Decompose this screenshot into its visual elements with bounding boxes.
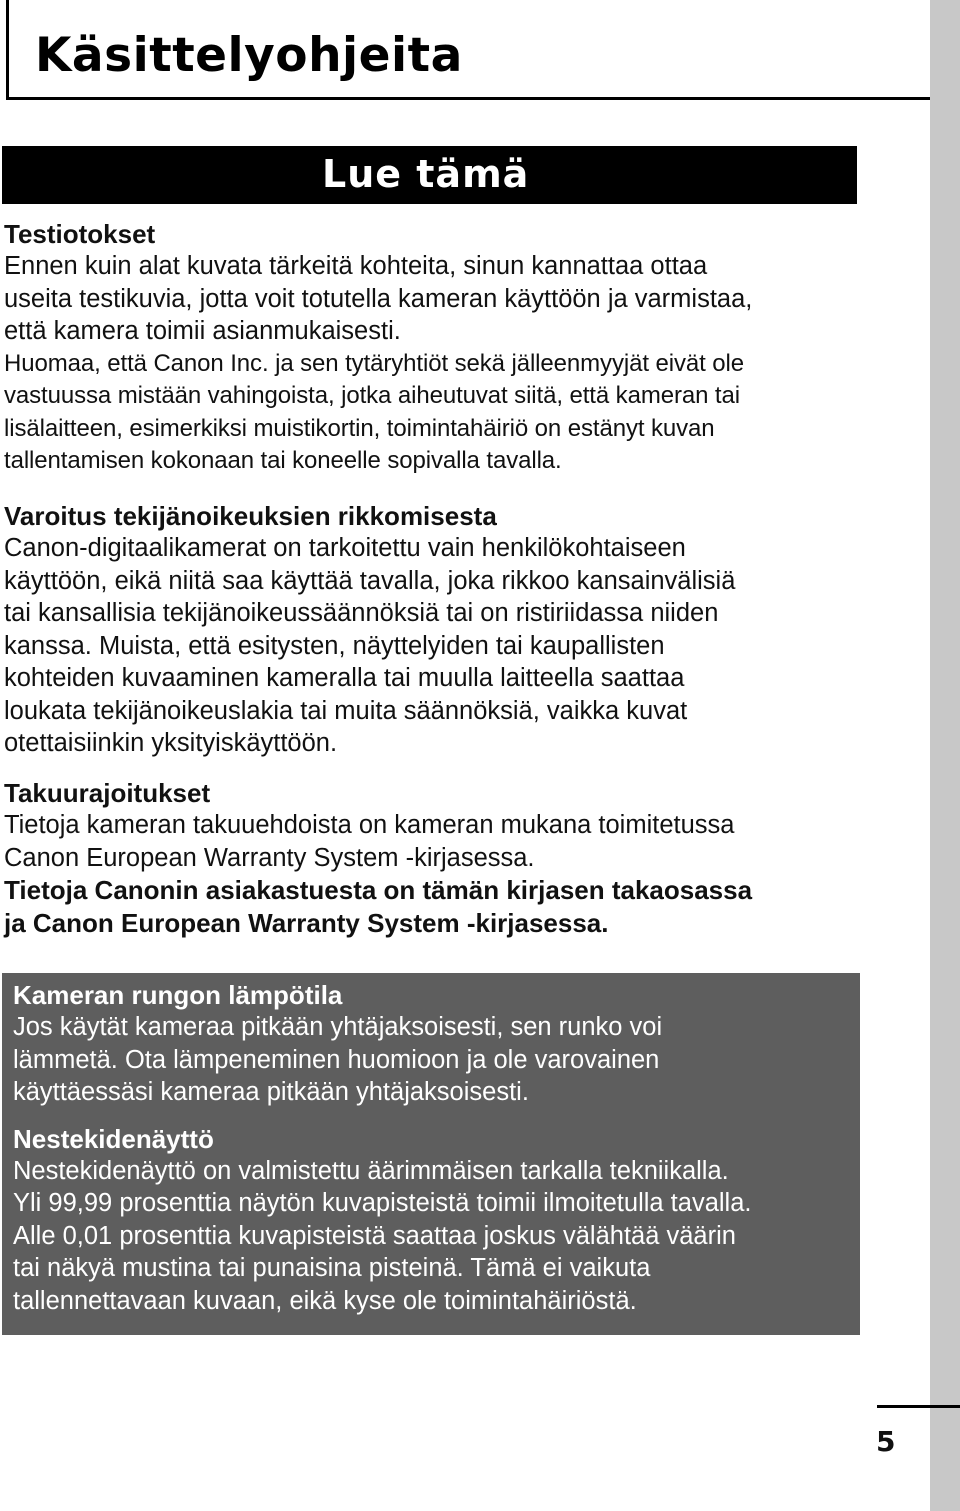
text-line: tallennettavaan kuvaan, eikä kyse ole toimintahäiriöstä. [13, 1286, 637, 1315]
text-line: loukata tekijänoikeuslakia tai muita säännöksiä, vaikka kuvat [4, 696, 688, 725]
text-line: Huomaa, että Canon Inc. ja sen tytäryhtiöt sekä jälleenmyyjät eivät ole [4, 349, 744, 377]
section-heading: Kameran rungon lämpötila [13, 980, 343, 1010]
text-line: tai kansallisia tekijänoikeussäännöksiä tai on ristiriidassa niiden [4, 599, 719, 627]
text-line: lisälaitteen, esimerkiksi muistikortin, toimintahäiriö on estänyt kuvan [4, 414, 715, 442]
title-frame [6, 0, 930, 100]
banner-label: Lue tämä [322, 152, 530, 196]
section-warranty [4, 777, 854, 939]
text-line: lämmetä. Ota lämpeneminen huomioon ja ole varovainen [13, 1045, 660, 1074]
section-heading: Nestekidenäyttö [13, 1123, 214, 1154]
section-testiotokset [4, 218, 854, 478]
text-line: käyttöön, eikä niitä saa käyttää tavalla, joka rikkoo kansainvälisiä [4, 566, 736, 595]
section-heading: Testiotokset [4, 219, 156, 249]
read-this-banner [2, 146, 857, 204]
info-box [2, 973, 860, 1335]
text-line: tallentamisen kokonaan tai koneelle sopivalla tavalla. [4, 447, 562, 474]
page-title: Käsittelyohjeita [35, 28, 463, 83]
page-number: 5 [876, 1425, 896, 1458]
text-line: vastuussa mistään vahingoista, jotka aiheutuvat siitä, että kameran tai [4, 382, 740, 409]
text-line: otettaisiinkin yksityiskäyttöön. [4, 729, 338, 757]
text-line: Tietoja kameran takuuehdoista on kameran mukana toimitetussa [4, 811, 735, 839]
text-line: käyttäessäsi kameraa pitkään yhtäjaksoisesti. [13, 1078, 529, 1106]
text-line: Ennen kuin alat kuvata tärkeitä kohteita, sinun kannattaa ottaa [4, 252, 708, 280]
section-heading: Takuurajoitukset [4, 778, 211, 808]
text-line: Jos käytät kameraa pitkään yhtäjaksoisesti, sen runko voi [13, 1013, 663, 1041]
margin-bar [930, 0, 960, 1511]
text-line: Nestekidenäyttö on valmistettu äärimmäisen tarkalla tekniikalla. [13, 1156, 729, 1185]
section-heading: Varoitus tekijänoikeuksien rikkomisesta [4, 501, 497, 531]
text-line: Canon-digitaalikamerat on tarkoitettu vain henkilökohtaiseen [4, 534, 686, 562]
text-line: että kamera toimii asianmukaisesti. [4, 317, 401, 345]
text-line: kanssa. Muista, että esitysten, näyttelyiden tai kaupallisten [4, 631, 665, 660]
text-line: Canon European Warranty System -kirjasessa. [4, 843, 535, 872]
bold-text-line: ja Canon European Warranty System -kirjasessa. [4, 907, 609, 938]
page-number-rule [877, 1405, 960, 1408]
text-line: kohteiden kuvaaminen kameralla tai muulla laitteella saattaa [4, 664, 685, 692]
text-line: useita testikuvia, jotta voit totutella kameran käyttöön ja varmistaa, [4, 284, 753, 313]
bold-text-line: Tietoja Canonin asiakastuesta on tämän kirjasen takaosassa [4, 875, 753, 905]
text-line: Yli 99,99 prosenttia näytön kuvapisteistä toimii ilmoitetulla tavalla. [13, 1189, 752, 1217]
text-line: tai näkyä mustina tai punaisina pisteinä. Tämä ei vaikuta [13, 1254, 651, 1282]
section-copyright-warning [4, 500, 854, 760]
text-line: Alle 0,01 prosenttia kuvapisteistä saattaa joskus välähtää väärin [13, 1221, 736, 1250]
